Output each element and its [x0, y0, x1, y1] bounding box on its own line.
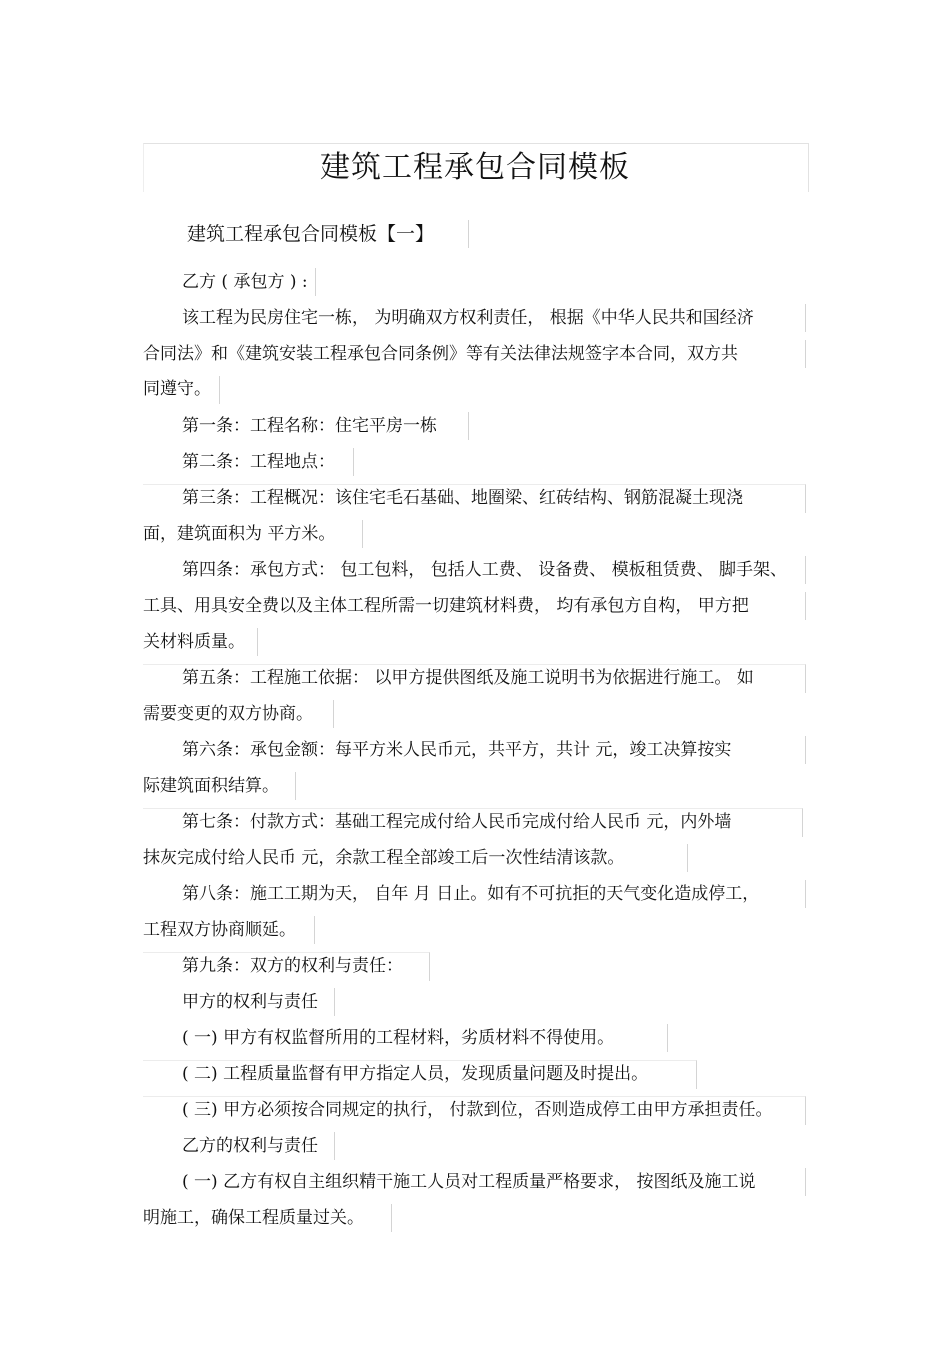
- frame: [143, 844, 688, 872]
- frame: [143, 952, 430, 981]
- section-heading: 建筑工程承包合同模板【一】: [187, 223, 435, 245]
- frame: [143, 1132, 335, 1160]
- article-8: 第八条：施工工期为天， 自年 月 日止。如有不可抗拒的天气变化造成停工，: [182, 884, 760, 904]
- frame: [143, 1168, 806, 1196]
- body-line: 抹灰完成付给人民币 元，余款工程全部竣工后一次性结清该款。: [143, 848, 625, 868]
- frame: [143, 484, 806, 513]
- body-line: 关材料质量。: [143, 632, 245, 652]
- frame: [143, 628, 258, 656]
- frame: [143, 220, 469, 248]
- frame: [143, 772, 296, 800]
- body-line: 合同法》和《建筑安装工程承包合同条例》等有关法律法规签字本合同，双方共: [143, 344, 738, 364]
- party-b-heading: 乙方的权利与责任: [182, 1136, 318, 1156]
- frame: [143, 1060, 697, 1089]
- frame: [143, 1096, 806, 1125]
- party-a-item-3: ( 三) 甲方必须按合同规定的执行， 付款到位，否则造成停工由甲方承担责任。: [182, 1100, 773, 1120]
- frame: [143, 448, 354, 476]
- party-a-item-2: ( 二) 工程质量监督有甲方指定人员，发现质量问题及时提出。: [182, 1064, 649, 1084]
- article-9: 第九条：双方的权利与责任：: [182, 956, 403, 976]
- frame: [143, 880, 806, 908]
- party-a-item-1: ( 一) 甲方有权监督所用的工程材料，劣质材料不得使用。: [182, 1028, 615, 1048]
- frame: [143, 736, 806, 764]
- frame: [143, 1204, 392, 1232]
- article-6: 第六条：承包金额：每平方米人民币元，共平方，共计 元，竣工决算按实: [182, 740, 732, 760]
- frame: [143, 268, 316, 296]
- party-b-line: 乙方 ( 承包方 ) :: [182, 272, 308, 292]
- body-line: 际建筑面积结算。: [143, 776, 279, 796]
- article-1: 第一条：工程名称：住宅平房一栋: [182, 416, 437, 436]
- article-2: 第二条：工程地点：: [182, 452, 335, 472]
- body-line: 工程双方协商顺延。: [143, 920, 296, 940]
- document-title: 建筑工程承包合同模板: [320, 150, 630, 185]
- frame: [143, 412, 469, 440]
- article-4: 第四条：承包方式： 包工包料， 包括人工费、 设备费、 模板租赁费、 脚手架、: [182, 560, 788, 580]
- body-line: 工具、用具安全费以及主体工程所需一切建筑材料费， 均有承包方自构， 甲方把: [143, 596, 749, 616]
- frame: [143, 592, 806, 620]
- body-line: 需要变更的双方协商。: [143, 704, 313, 724]
- frame: [143, 520, 363, 548]
- frame: [143, 700, 334, 728]
- frame: [143, 340, 806, 368]
- frame: [143, 1024, 668, 1052]
- body-line: 面，建筑面积为 平方米。: [143, 524, 336, 544]
- frame: [143, 556, 806, 584]
- frame: [143, 304, 806, 332]
- party-b-item-1: ( 一) 乙方有权自主组织精干施工人员对工程质量严格要求， 按图纸及施工说: [182, 1172, 756, 1192]
- body-line: 同遵守。: [143, 379, 211, 399]
- frame: [143, 916, 315, 944]
- body-line: 明施工，确保工程质量过关。: [143, 1208, 364, 1228]
- article-5: 第五条：工程施工依据： 以甲方提供图纸及施工说明书为依据进行施工。 如: [182, 668, 754, 688]
- frame: [143, 376, 220, 404]
- article-7: 第七条：付款方式：基础工程完成付给人民币完成付给人民币 元，内外墙: [182, 812, 732, 832]
- party-a-heading: 甲方的权利与责任: [182, 992, 318, 1012]
- frame: [143, 664, 806, 693]
- body-line: 该工程为民房住宅一栋， 为明确双方权利责任， 根据《中华人民共和国经济: [182, 308, 754, 328]
- frame: [143, 808, 803, 837]
- article-3: 第三条：工程概况：该住宅毛石基础、地圈梁、红砖结构、钢筋混凝土现浇: [182, 488, 743, 508]
- frame: [143, 988, 335, 1016]
